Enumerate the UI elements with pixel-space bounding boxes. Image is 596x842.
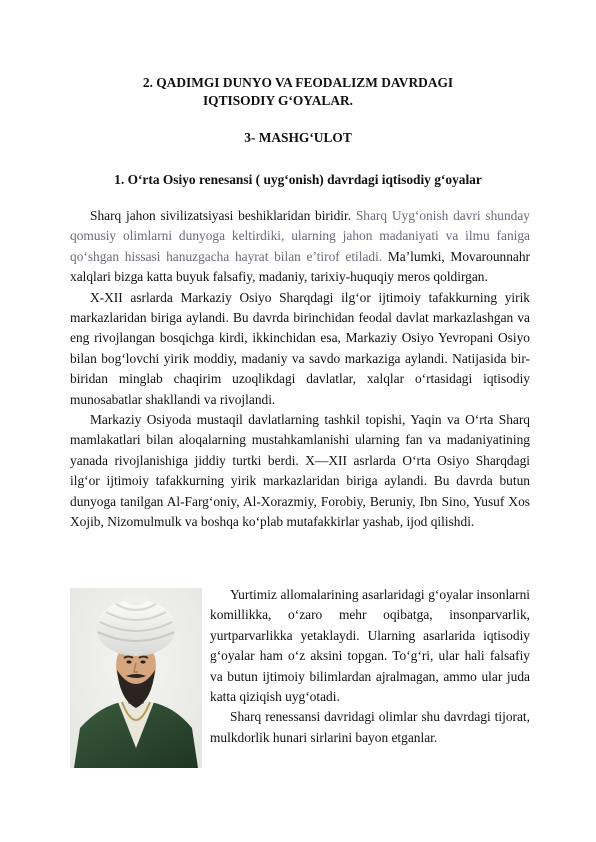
- paragraph-1-part-a: Sharq jahon sivilizatsiyasi beshiklaridan biridir.: [90, 208, 356, 223]
- wrapped-text: [210, 585, 530, 748]
- chapter-heading-line2: IQTISODIY G‘OYALAR.: [202, 93, 354, 108]
- paragraph-3: Markaziy Osiyoda mustaqil davlatlarning tashkil topishi, Yaqin va O‘rta Sharq mamlakatlari bilan aloqalarning mustahkamlanishi ularning fan va madaniyatining yanada rivojlanishiga jiddiy turtki berdi. X—XII asrlarda O‘rta Osiyo Sharqdagi ilg‘or ijtimoiy tafakkurning yirik markazlaridan biriga aylandi. Bu davrda butun dunyoga tanilgan Al-Farg‘oniy, Al-Xorazmiy, Forobiy, Beruniy, Ibn Sino, Yusuf Xos Xojib, Nizomulmulk va boshqa ko‘plab mutafakkirlar yashab, ijod qilishdi.: [70, 412, 530, 530]
- paragraph-5: Sharq renessansi davridagi olimlar shu davrdagi tijorat, mulkdorlik hunari sirlarini bayon etganlar.: [210, 709, 530, 745]
- body-text: [70, 206, 530, 533]
- chapter-heading-line1: 2. QADIMGI DUNYO VA FEODALIZM DAVRDAGI: [142, 75, 454, 90]
- paragraph-4: Yurtimiz allomalarining asarlaridagi g‘oyalar insonlarni komillikka, o‘zaro mehr oqibatga, insonparvarlik, yurtparvarlikka yetaklaydi. Ularning asarlarida iqtisodiy g‘oyalar ham o‘z aksini topgan. To‘g‘ri, ular hali falsafiy va butun ijtimoiy bilimlardan ajralmagan, ammo ular juda katta qiziqish uyg‘otadi.: [210, 587, 530, 705]
- scholar-portrait-illustration: [70, 588, 202, 768]
- section-title: 1. O‘rta Osiyo renesansi ( uyg‘onish) davrdagi iqtisodiy g‘oyalar: [114, 172, 482, 187]
- chapter-heading: [60, 74, 536, 110]
- paragraph-1: [70, 206, 530, 288]
- scholar-portrait-image: [70, 588, 202, 768]
- lesson-heading: 3- MASHG‘ULOT: [244, 130, 352, 145]
- paragraph-2: X-XII asrlarda Markaziy Osiyo Sharqdagi ilg‘or ijtimoiy tafakkurning yirik markazlaridan biriga aylandi. Bu davrda birinchidan feodal davlat markazlashgan va eng rivojlangan bosqichga kirdi, ikkinchidan esa, Markaziy Osiyo Yevropani Osiyo bilan bog‘lovchi yirik moddiy, madaniy va savdo markaziga aylandi. Natijasida bir-biridan minglab chaqirim uzoqlikdagi davlatlar, xalqlar o‘rtasidagi iqtisodiy munosabatlar shakllandi va rivojlandi.: [70, 289, 530, 407]
- paragraph-1-part-b: Sharq Uyg‘onish davri shunday qomusiy olimlarni dunyoga keltirdiki, ularning jahon madaniyati va ilmu faniga qo‘shgan hissasi hanuzgacha hayrat bilan e’tirof etiladi.: [70, 208, 531, 264]
- paragraph-1-part-c: Ma’lumki, Movarounnahr xalqlari bizga katta buyuk falsafiy, madaniy, tarixiy-huquqiy meros qoldirgan.: [70, 248, 530, 285]
